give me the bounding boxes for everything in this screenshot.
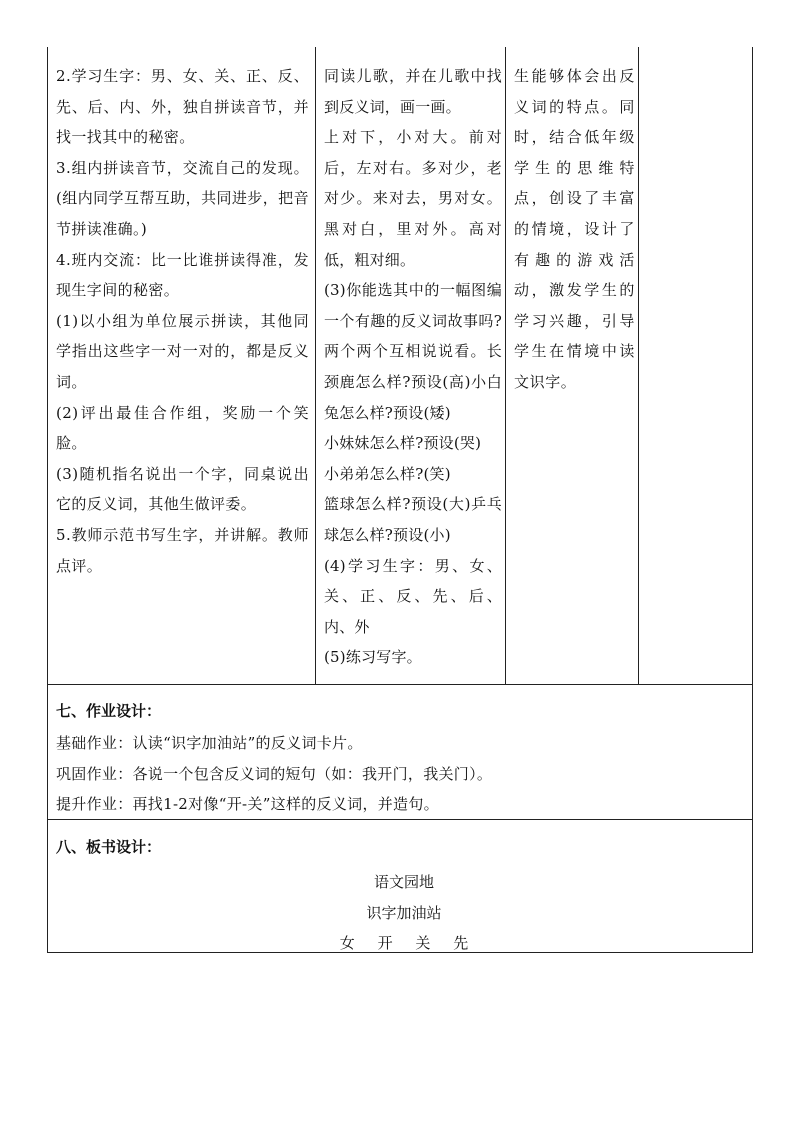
board-char: 先: [453, 934, 469, 952]
teacher-step-4-3: (3)随机指名说出一个字，同桌说出它的反义词，其他生做评委。: [56, 464, 309, 514]
board-heading: 八、板书设计：: [56, 838, 162, 856]
board-char: 关: [415, 934, 431, 952]
student-rhyme: 上对下，小对大。前对后，左对右。多对少，老对少。来对去，男对女。黑对白，里对外。高对低，粗对细。: [324, 128, 502, 269]
board-char: 开: [377, 934, 393, 952]
teaching-process-row: [48, 47, 752, 685]
teacher-step-5: 5.教师示范书写生字，并讲解。教师点评。: [56, 525, 309, 575]
student-text-sister: 小妹妹怎么样?预设(哭): [324, 434, 482, 453]
student-step-4: (4)学习生字：男、女、关、正、反、先、后、内、外: [324, 556, 502, 636]
homework-extend: 提升作业：再找1-2对像“开-关”这样的反义词，并造句。: [56, 795, 439, 813]
student-text-brother: 小弟弟怎么样?(笑): [324, 464, 451, 483]
homework-heading: 七、作业设计：: [56, 702, 162, 720]
teacher-step-4: 4.班内交流：比一比谁拼读得准，发现生字间的秘密。: [56, 250, 309, 300]
student-text-1: 同读儿歌，并在儿歌中找到反义词，画一画。: [324, 67, 502, 116]
board-title: 语文园地: [373, 873, 434, 891]
teacher-activities-cell: [48, 47, 315, 685]
board-characters: [56, 928, 752, 959]
design-intent-cell: [505, 47, 638, 685]
student-step-5: (5)练习写字。: [324, 648, 422, 667]
teacher-step-3: 3.组内拼读音节，交流自己的发现。(组内同学互帮互助，共同进步，把音节拼读准确。): [56, 158, 309, 238]
design-intent-text: 生能够体会出反义词的特点。同时，结合低年级学生的思维特点，创设了丰富的情境，设计了有趣的游戏活动，激发学生的学习兴趣，引导学生在情境中读文识字。: [514, 67, 635, 391]
board-content: [56, 867, 752, 959]
lesson-plan-table: [47, 47, 753, 953]
homework-basic: 基础作业：认读“识字加油站”的反义词卡片。: [56, 734, 363, 752]
board-subtitle: 识字加油站: [366, 903, 442, 922]
homework-consolidate: 巩固作业：各说一个包含反义词的短句（如：我开门，我关门）。: [56, 764, 493, 783]
student-activities-cell: [315, 47, 505, 685]
homework-section: [48, 685, 752, 820]
notes-cell: [638, 47, 752, 685]
teacher-step-2: 2.学习生字：男、女、关、正、反、先、后、内、外，独自拼读音节，并找一找其中的秘密。: [56, 67, 309, 147]
board-char: 女: [339, 934, 355, 952]
student-text-ball: 篮球怎么样?预设(大)乒乓球怎么样?预设(小): [324, 495, 502, 544]
student-step-3: (3)你能选其中的一幅图编一个有趣的反义词故事吗?两个两个互相说说看。长颈鹿怎么样?预设(高)小白兔怎么样?预设(矮): [324, 281, 502, 422]
board-design-section: [48, 820, 752, 953]
teacher-step-4-2: (2)评出最佳合作组，奖励一个笑脸。: [56, 403, 309, 453]
teacher-step-4-1: (1)以小组为单位展示拼读，其他同学指出这些字一对一对的，都是反义词。: [56, 311, 309, 391]
